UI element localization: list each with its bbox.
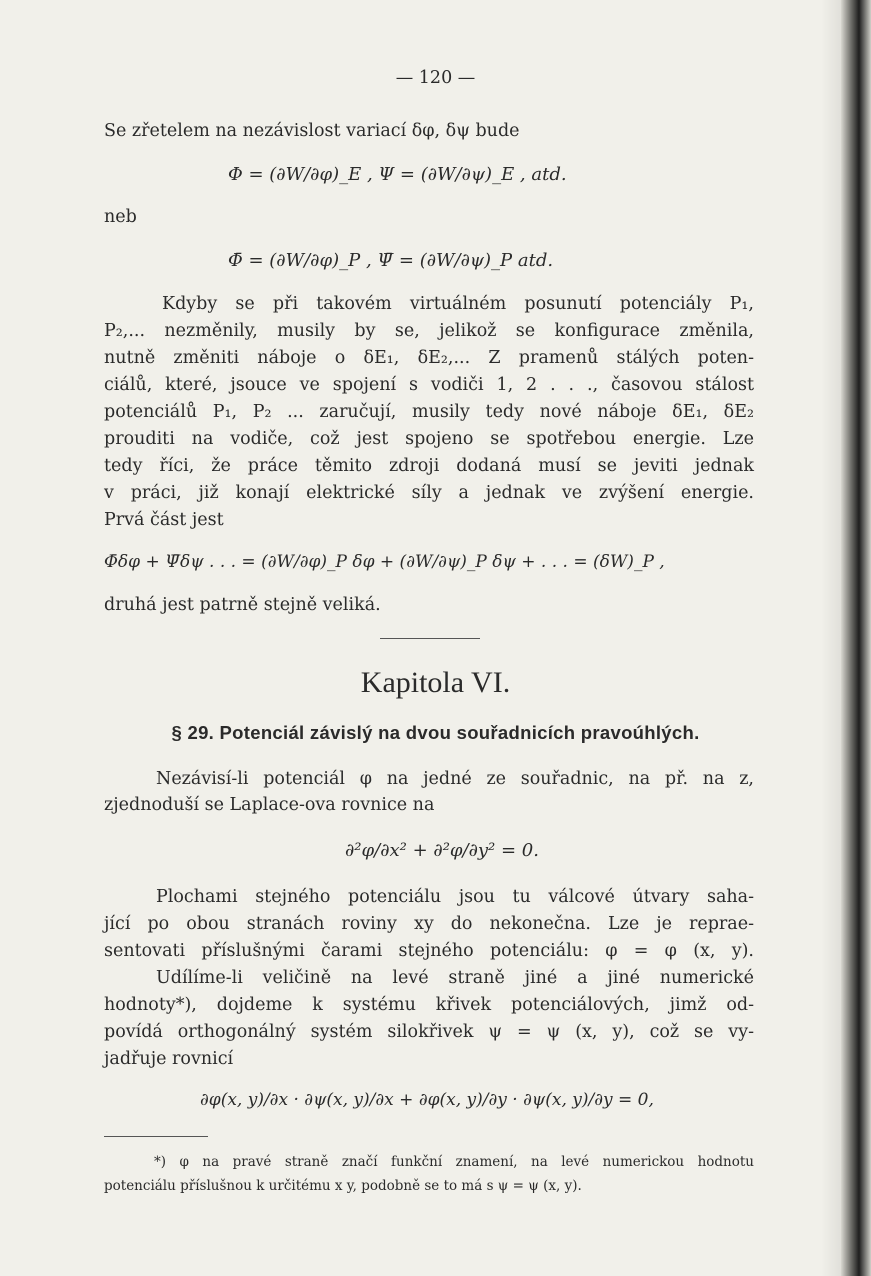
- para1-line-8: v práci, již konají elektrické síly a jednak ve zvýšení energie.: [104, 483, 754, 503]
- para4-line-3: sentovati příslušnými čarami stejného potenciálu: φ = φ (x, y).: [104, 941, 754, 961]
- equation-5: ∂φ(x, y)/∂x · ∂ψ(x, y)/∂x + ∂φ(x, y)/∂y · ∂ψ(x, y)/∂y = 0,: [200, 1090, 654, 1110]
- para3-line-2: zjednoduší se Laplace-ova rovnice na: [104, 795, 435, 815]
- para4-line-4: Udílíme-li veličině na levé straně jiné a jiné numerické: [156, 968, 754, 988]
- footnote-rule: [104, 1136, 208, 1137]
- page-number: — 120 —: [395, 68, 476, 88]
- intro-line: Se zřetelem na nezávislost variací δφ, δψ bude: [104, 121, 520, 141]
- page-edge-shadow: [821, 0, 841, 1276]
- equation-2: Φ̄ = (∂W/∂φ)_P , Ψ̄ = (∂W/∂ψ)_P atd.: [228, 250, 554, 271]
- para4-line-2: jící po obou stranách roviny xy do nekonečna. Lze je reprae-: [104, 914, 754, 934]
- para1-line-2: P₂,... nezměnily, musily by se, jelikož se konfigurace změnila,: [104, 321, 754, 341]
- equation-4: ∂²φ/∂x² + ∂²φ/∂y² = 0.: [345, 840, 539, 861]
- para1-line-5: potenciálů P₁, P₂ ... zaručují, musily tedy nové náboje δE₁, δE₂: [104, 402, 754, 422]
- section-divider: [380, 638, 480, 639]
- para4-line-6: povídá orthogonálný systém silokřivek ψ = ψ (x, y), což se vy-: [104, 1022, 754, 1042]
- para4-line-7: jadřuje rovnicí: [104, 1049, 234, 1069]
- para1-line-6: prouditi na vodiče, což jest spojeno se spotřebou energie. Lze: [104, 429, 754, 449]
- book-binding-edge: [841, 0, 871, 1276]
- para3-line-1: Nezávisí-li potenciál φ na jedné ze souřadnic, na př. na z,: [156, 769, 754, 789]
- para1-line-9: Prvá část jest: [104, 510, 224, 530]
- footnote-line-2: potenciálu příslušnou k určitému x y, podobně se to má s ψ = ψ (x, y).: [104, 1178, 582, 1194]
- para2-line: druhá jest patrně stejně veliká.: [104, 595, 381, 615]
- neb-word: neb: [104, 207, 137, 227]
- para4-line-1: Plochami stejného potenciálu jsou tu válcové útvary saha-: [156, 887, 754, 907]
- para1-line-1: Kdyby se při takovém virtuálném posunutí potenciály P₁,: [162, 294, 754, 314]
- para1-line-7: tedy říci, že práce těmito zdroji dodaná musí se jeviti jednak: [104, 456, 754, 476]
- footnote-line-1: *) φ na pravé straně značí funkční znamení, na levé numerickou hodnotu: [154, 1154, 754, 1170]
- para1-line-3: nutně změniti náboje o δE₁, δE₂,... Z pramenů stálých poten-: [104, 348, 754, 368]
- para4-line-5: hodnoty*), dojdeme k systému křivek potenciálových, jimž od-: [104, 995, 754, 1015]
- equation-3: Φ̄δφ + Ψ̄δψ . . . = (∂W/∂φ)_P δφ + (∂W/∂ψ)_P δψ + . . . = (δW)_P ,: [104, 552, 665, 572]
- para1-line-4: ciálů, které, jsouce ve spojení s vodiči 1, 2 . . ., časovou stálost: [104, 375, 754, 395]
- section-heading: § 29. Potenciál závislý na dvou souřadnicích pravoúhlých.: [171, 722, 700, 743]
- chapter-title: Kapitola VI.: [360, 666, 511, 699]
- equation-1: Φ = (∂W/∂φ)_E , Ψ = (∂W/∂ψ)_E , atd.: [228, 164, 567, 185]
